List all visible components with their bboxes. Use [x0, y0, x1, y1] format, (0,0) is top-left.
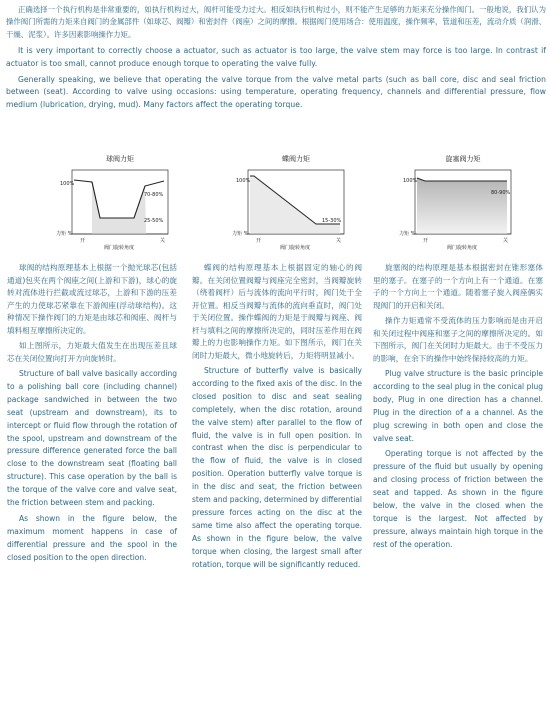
- y-top-label: 100%: [236, 178, 251, 184]
- intro-en-paragraph-1: It is very important to correctly choose a actuator, such as actuator is too large, the valve stem may force is too large. In contrast if actuator is too small, cannot produce enough torque to operating the valve fully.: [6, 46, 546, 68]
- chart-title: 球阀力矩: [106, 155, 134, 163]
- right-top-label: 70-80%: [144, 192, 164, 198]
- butterfly-valve-en-1: Structure of butterfly valve is basically according to the fixed axis of the disc. In the closed position to disc and seat sealing completely, when the disc rotation, around the valve stem) after parallel to the flow of fluid, the valve is in full open position. In contrast when the disc is perpendicular to the flow of fluid, the valve is in closed position. Operation butterfly valve torque is in the disc and seat, the friction between stem and packing, determined by differential pressure forces acting on the disc at the same time also affect the operating torque. As shown in the figure below, the valve torque when closing, the largest small after rotation, torque will be significantly reduced.: [192, 366, 362, 569]
- ball-valve-column: [7, 262, 177, 568]
- y-axis-label: 力矩 %: [56, 231, 73, 237]
- x-close-label: 关: [160, 238, 166, 244]
- x-close-label: 关: [336, 238, 342, 244]
- plug-valve-cn-1: 旋塞阀的结构原理是基本根据密封在锥形塞体里的塞子。在塞子的一个方向上有一个通道。在塞子的一个方向上一个通道。随着塞子旋入阀座俩实现阀门的开启和关闭。: [373, 263, 543, 310]
- y-axis-label: 力矩 %: [399, 231, 416, 237]
- y-top-label: 100%: [60, 181, 75, 187]
- chart-title: 蝶阀力矩: [282, 155, 310, 163]
- butterfly-valve-column: [192, 262, 362, 575]
- x-open-label: 开: [256, 238, 262, 244]
- plug-valve-en-1: Plug valve structure is the basic principle according to the seal plug in the conical plug body, Plug in one direction has a channel. Plug in the direction of a a channel. As the plug screwing in both open and close the valve seat.: [373, 369, 543, 443]
- intro-cn-paragraph: 正确选择一个执行机构是非常重要的，如执行机构过大，阀杆可能受力过大。相反如执行机构过小，则不能产生足够的力矩来充分操作阀门。一般地说，我们认为操作阀门所需的力矩来自阀门的金属部件（如球芯、阀瓣）和密封件（阀座）之间的摩擦。根据阀门使用场合：使用温度，操作频率，管道和压差，流动介质（润滑、干燥、泥浆）。许多因素影响操作力矩。: [6, 5, 546, 39]
- intro-section: [6, 4, 546, 115]
- x-open-label: 开: [423, 238, 429, 244]
- chart-title: 旋塞阀力矩: [445, 155, 481, 163]
- right-mid-label: 25-50%: [144, 218, 164, 224]
- x-axis-label: 阀门旋转角度: [447, 245, 478, 251]
- x-axis-label: 阀门旋转角度: [280, 245, 311, 251]
- right-bottom-label: 15-30%: [322, 218, 342, 224]
- x-axis-label: 阀门旋转角度: [104, 245, 135, 251]
- intro-en-paragraph-2: Generally speaking, we believe that operating the valve torque from the valve metal parts (such as ball core, disc and seal friction between (seat). According to valve using occasions: using temperature, operating frequency, channels and differential pressure, flow medium (lubrication, drying, mud). Many factors affect the operating torque.: [6, 75, 546, 109]
- torque-charts: [0, 148, 550, 258]
- ball-valve-cn-2: 如上图所示，力矩最大值发生在出现压差且球芯在关闭位置向打开方向旋转时。: [7, 341, 177, 363]
- x-open-label: 开: [80, 238, 86, 244]
- x-close-label: 关: [503, 238, 509, 244]
- right-top-label: 80-90%: [491, 190, 511, 196]
- y-axis-label: 力矩 %: [232, 231, 249, 237]
- ball-valve-en-1: Structure of ball valve basically according to a polishing ball core (including channel) package sandwiched in between the two seat (upstream and downstream), its to intercept or fluid flow through the rotation of the spool, upstream and downstream of the pressure difference generated force the ball close to the downstream seat (floating ball structure). This case operation by the ball is the torque of the valve core and valve seat, the friction between stem and packing.: [7, 369, 177, 508]
- ball-valve-en-2: As shown in the figure below, the maximum moment happens in case of differential pressure and the spool in the closed position to the open direction.: [7, 513, 177, 562]
- ball-valve-torque-chart: [56, 148, 180, 258]
- ball-valve-cn-1: 球阀的结构原理基本上根据一个抛光球芯(包括通道)包夹在两个阀座之间(上游和下游)，球心的旋转对流体进行拦截或流过球芯，上游和下游的压差产生的力使球芯紧靠在下游阀座(浮动球结构)。这种情况下操作阀门的力矩是由球芯和阀座、阀杆与填料相互摩擦所决定的。: [7, 263, 177, 335]
- butterfly-valve-torque-chart: [232, 148, 356, 258]
- butterfly-valve-cn-1: 蝶阀的结构原理基本上根据固定的轴心的阀瓣。在关闭位置阀瓣与阀座完全密封，当阀瓣旋转（绕着阀杆）后与流体的流向平行时，阀门处于全开位置。相反当阀瓣与流体的流向垂直时，阀门处于关闭位置。操作蝶阀的力矩是于阀瓣与阀座、阀杆与填料之间的摩擦所决定的，同时压差作用在阀瓣上的力也影响操作力矩。如下图所示，阀门在关闭时力矩最大，微小地旋转后，力矩将明显减小。: [192, 263, 362, 360]
- plug-valve-en-2: Operating torque is not affected by the pressure of the fluid but usually by opening and closing process of friction between the seat and tapped. As shown in the figure below, the valve in the closed when the torque is the largest. Not affected by pressure, always maintain high torque in the rest of the operation.: [373, 449, 543, 549]
- plug-valve-cn-2: 操作力矩通常不受流体的压力影响而是由开启和关闭过程中阀座和塞子之间的摩擦所决定的。如下图所示，阀门在关闭时力矩最大。由于不受压力的影响，在余下的操作中始终保持较高的力矩。: [373, 316, 543, 363]
- plug-valve-torque-chart: [399, 148, 523, 258]
- plug-valve-column: [373, 262, 543, 555]
- y-top-label: 100%: [403, 178, 418, 184]
